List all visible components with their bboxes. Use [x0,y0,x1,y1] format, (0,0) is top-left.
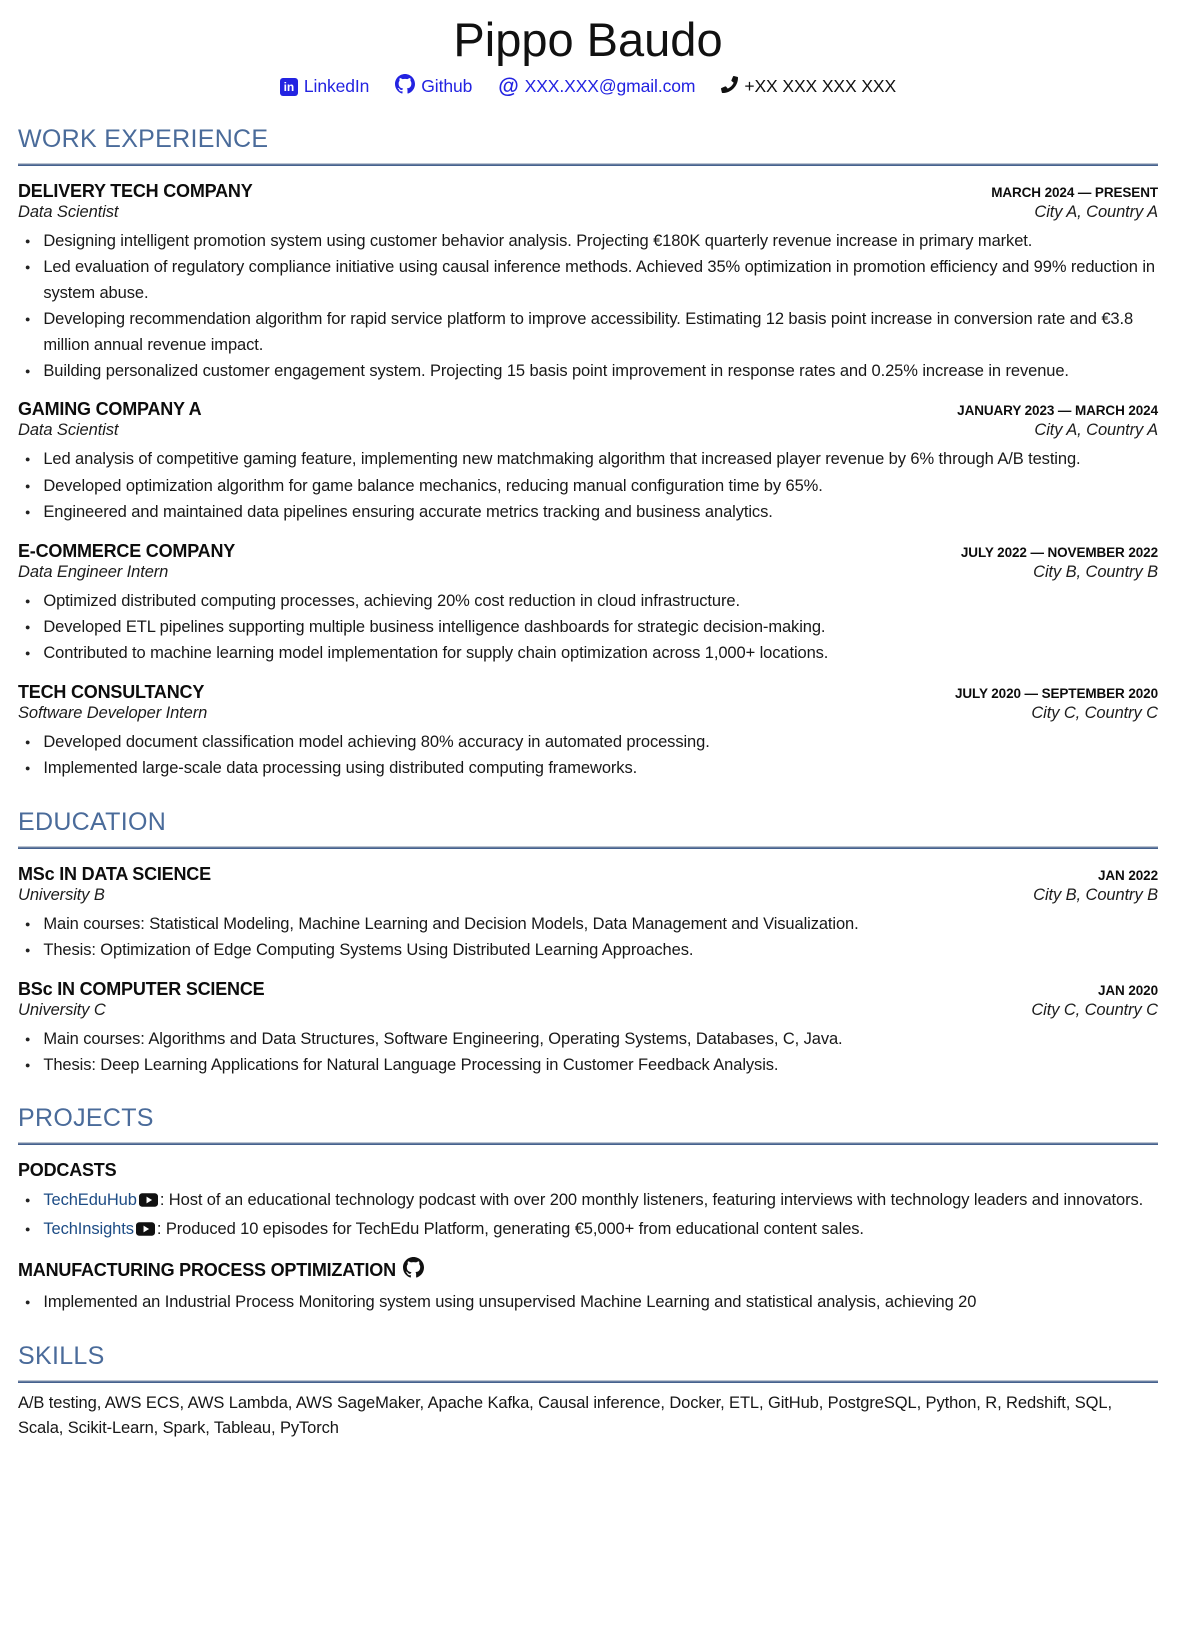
company-name: E-COMMERCE COMPANY [18,540,236,561]
bullet-dot: ● [25,454,31,465]
degree-dates: JAN 2022 [1098,867,1158,883]
bullet-item [18,1027,1158,1052]
bullet-text: Designing intelligent promotion system using customer behavior analysis. Projecting €180K quarterly revenue increase in primary market. [43,232,1033,250]
degree-name: BSc IN COMPUTER SCIENCE [18,978,265,999]
job-bullets [18,730,1158,782]
linkedin-icon [280,78,298,96]
section-title-education: EDUCATION [18,807,167,836]
phone-icon [721,76,738,98]
skills-list: A/B testing, AWS ECS, AWS Lambda, AWS SageMaker, Apache Kafka, Causal inference, Docker, ETL, GitHub, PostgreSQL, Python, R, Redshift, SQL, Scala, Scikit-Learn, Spark, Tableau, PyTorch [18,1393,1112,1438]
section-rule [18,1380,1158,1383]
contact-row [18,74,1158,99]
bullet-item [18,229,1158,254]
github-icon [395,74,415,99]
school-location: City B, Country B [1033,885,1158,904]
bullet-dot: ● [25,366,31,377]
project-bullets [18,1290,1158,1315]
company-name: GAMING COMPANY A [18,399,202,420]
bullet-text: Main courses: Algorithms and Data Structures, Software Engineering, Operating Systems, Databases, C, Java. [43,1029,843,1048]
bullet-text: Developed optimization algorithm for game balance mechanics, reducing manual configuration time by 65%. [43,476,823,495]
bullet-dot: ● [25,507,31,518]
bullet-item [18,730,1158,755]
phone-label: +XX XXX XXX XXX [744,76,897,96]
degree-dates: JAN 2020 [1098,982,1158,998]
project-entry-manufacturing [18,1257,1158,1315]
bullet-dot: ● [25,622,31,633]
section-rule [18,163,1158,166]
project-entry-podcasts [18,1160,1158,1244]
school-location: City C, Country C [1031,1000,1158,1019]
bullet-item [18,474,1158,499]
bullet-item [18,589,1158,614]
github-link[interactable] [395,74,472,99]
job-location: City B, Country B [1033,562,1158,581]
project-heading: PODCASTS [18,1160,117,1181]
linkedin-label: LinkedIn [303,76,370,96]
bullet-item [18,756,1158,781]
bullet-dot: ● [25,236,31,246]
bullet-dot: ● [25,1033,31,1044]
company-name: DELIVERY TECH COMPANY [18,181,253,201]
project-heading: MANUFACTURING PROCESS OPTIMIZATION [18,1259,396,1280]
job-role: Data Scientist [18,421,119,440]
bullet-dot: ● [25,945,31,956]
bullet-item [18,447,1158,472]
email-link[interactable] [498,76,695,97]
bullet-item [18,1188,1158,1215]
bullet-text: Implemented large-scale data processing using distributed computing frameworks. [43,759,638,778]
bullet-dot: ● [25,480,31,491]
job-entry [18,181,1158,384]
project-bullets [18,1188,1158,1244]
job-location: City A, Country A [1034,203,1158,221]
bullet-text [43,1188,1143,1215]
section-title-skills: SKILLS [18,1341,105,1370]
youtube-icon[interactable] [139,1190,158,1215]
bullet-dot: ● [25,1059,31,1070]
bullet-item [18,641,1158,666]
job-location: City C, Country C [1031,703,1158,722]
degree-bullets [18,912,1158,964]
youtube-icon[interactable] [136,1219,155,1244]
github-label: Github [421,76,473,96]
podcast-text: : Produced 10 episodes for TechEdu Platform, generating €5,000+ from educational content sales. [156,1219,864,1238]
section-rule [18,1142,1158,1145]
degree-entry [18,979,1158,1079]
job-dates: JANUARY 2023 — MARCH 2024 [957,403,1158,419]
job-entry [18,399,1158,525]
job-dates: JULY 2020 — SEPTEMBER 2020 [954,685,1158,701]
job-location: City A, Country A [1034,421,1158,440]
bullet-text: Developed ETL pipelines supporting multiple business intelligence dashboards for strategic decision-making. [43,618,826,637]
bullet-text: Contributed to machine learning model implementation for supply chain optimization across 1,000+ locations. [43,644,829,663]
phone-contact [721,76,896,98]
bullet-text: Implemented an Industrial Process Monitoring system using unsupervised Machine Learning and statistical analysis, achieving 20 [43,1293,977,1312]
bullet-dot: ● [25,918,31,929]
section-title-projects: PROJECTS [18,1104,154,1133]
bullet-text: Developing recommendation algorithm for rapid service platform to improve accessibility. Estimating 12 basis point increase in conversion rate and €3.8 million annual revenue impact. [43,310,1134,354]
job-bullets [18,447,1158,525]
job-role: Data Engineer Intern [18,562,169,581]
techeduhub-link[interactable]: TechEduHub [43,1191,137,1210]
bullet-item [18,500,1158,525]
bullet-dot: ● [25,1195,31,1206]
bullet-dot: ● [25,648,31,659]
section-title-work: WORK EXPERIENCE [18,125,269,153]
bullet-text: Developed document classification model achieving 80% accuracy in automated processing. [43,732,710,751]
bullet-item [18,938,1158,963]
school-name: University C [18,1000,106,1019]
at-icon: @ [498,75,519,98]
email-label: XXX.XXX@gmail.com [524,76,696,96]
bullet-dot: ● [25,763,31,774]
bullet-item [18,1053,1158,1078]
bullet-item [18,255,1158,306]
bullet-text: Thesis: Deep Learning Applications for Natural Language Processing in Customer Feedback Analysis. [43,1055,779,1074]
bullet-dot: ● [25,736,31,747]
github-icon[interactable] [403,1257,424,1283]
bullet-text: Main courses: Statistical Modeling, Machine Learning and Decision Models, Data Management and Visualization. [43,914,859,933]
techinsights-link[interactable]: TechInsights [43,1219,134,1238]
school-name: University B [18,885,105,904]
bullet-text [43,1217,864,1244]
bullet-dot: ● [25,1223,31,1234]
job-dates: JULY 2022 — NOVEMBER 2022 [960,544,1158,560]
bullet-dot: ● [25,595,31,606]
degree-name: MSc IN DATA SCIENCE [18,863,211,884]
bullet-dot: ● [25,314,31,325]
bullet-dot: ● [25,1297,31,1308]
bullet-text: Engineered and maintained data pipelines ensuring accurate metrics tracking and business analytics. [43,503,773,522]
job-dates: MARCH 2024 — PRESENT [991,185,1158,200]
bullet-text: Thesis: Optimization of Edge Computing Systems Using Distributed Learning Approaches. [43,941,694,960]
company-name: TECH CONSULTANCY [18,681,205,702]
job-entry [18,682,1158,782]
bullet-item [18,912,1158,937]
bullet-item [18,615,1158,640]
bullet-item [18,307,1158,358]
bullet-text: Led evaluation of regulatory compliance initiative using causal inference methods. Achieved 35% optimization in promotion efficiency and 99% reduction in system abuse. [43,258,1155,302]
job-bullets [18,589,1158,667]
section-rule [18,846,1158,849]
bullet-item [18,1217,1158,1244]
bullet-dot: ● [25,262,31,273]
bullet-item [18,359,1158,384]
linkedin-link[interactable] [280,76,369,97]
bullet-text: Building personalized customer engagement system. Projecting 15 basis point improvement in response rates and 0.25% increase in revenue. [43,362,1069,381]
job-bullets [18,229,1158,384]
job-role: Data Scientist [18,203,119,221]
degree-bullets [18,1027,1158,1079]
job-entry [18,541,1158,667]
bullet-item [18,1290,1158,1315]
degree-entry [18,864,1158,964]
podcast-text: : Host of an educational technology podcast with over 200 monthly listeners, featuring interviews with technology leaders and innovators. [159,1191,1144,1210]
bullet-text: Optimized distributed computing processes, achieving 20% cost reduction in cloud infrastructure. [43,591,740,610]
page-title: Pippo Baudo [453,13,723,66]
job-role: Software Developer Intern [18,703,208,722]
bullet-text: Led analysis of competitive gaming feature, implementing new matchmaking algorithm that increased player revenue by 6% through A/B testing. [43,450,1081,469]
